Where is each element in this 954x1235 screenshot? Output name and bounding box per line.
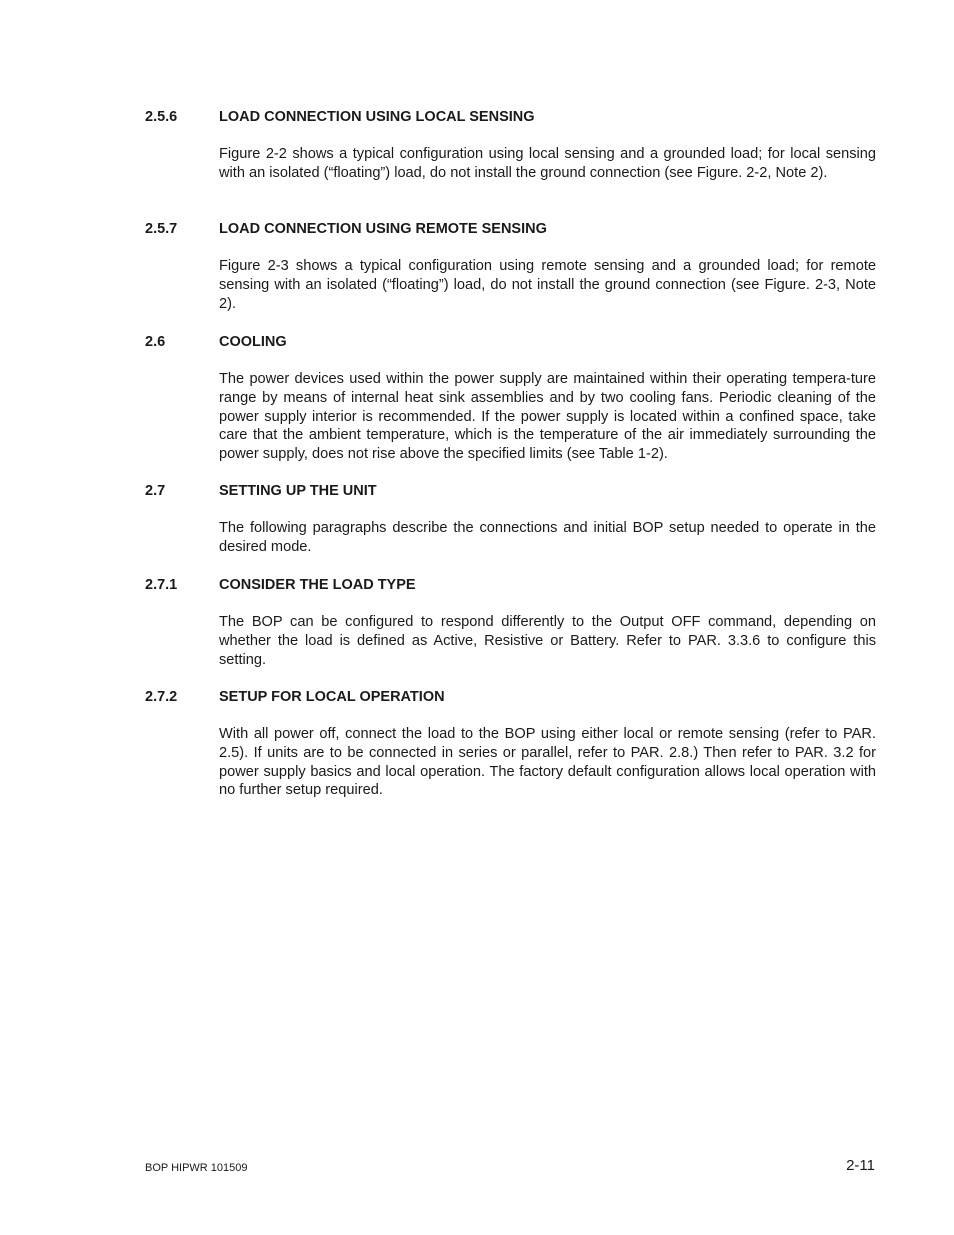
section-heading (145, 576, 876, 594)
section-body: With all power off, connect the load to the BOP using either local or remote sensing (refer to PAR. 2.5). If units are to be connected in series or parallel, refer to PAR. 2.8.) Then refer to PAR. 3.2 for power supply basics and local operation. The factory default configuration allows local operation with no further setup required. (219, 726, 876, 799)
section-body: The power devices used within the power supply are maintained within their operating tempera-ture range by means of internal heat sink assemblies and by two cooling fans. Periodic cleaning of the power supply interior is recommended. If the power supply is located within a confined space, take care that the ambient temperature, which is the temperature of the air immediately surrounding the power supply, does not rise above the specified limits (see Table 1-2). (219, 371, 876, 463)
section-title: LOAD CONNECTION USING LOCAL SENSING (219, 109, 535, 125)
section-title: COOLING (219, 334, 287, 350)
section-heading (145, 482, 876, 500)
section-heading (145, 333, 876, 351)
section-body: The following paragraphs describe the connections and initial BOP setup needed to operate in the desired mode. (219, 520, 876, 555)
section-heading (145, 688, 876, 706)
section-2-7-2 (145, 688, 876, 800)
section-number: 2.5.7 (145, 221, 178, 237)
section-2-5-6 (145, 108, 876, 183)
section-number: 2.5.6 (145, 109, 178, 125)
section-2-6 (145, 333, 876, 464)
section-body: Figure 2-3 shows a typical configuration using remote sensing and a grounded load; for remote sensing with an isolated (“floating”) load, do not install the ground connection (see Figure. 2-3, Note 2). (219, 258, 876, 312)
section-body: The BOP can be configured to respond differently to the Output OFF command, depending on whether the load is defined as Active, Resistive or Battery. Refer to PAR. 3.3.6 to configure this setting. (219, 614, 876, 668)
section-2-7-1 (145, 576, 876, 669)
section-2-7 (145, 482, 876, 557)
footer-doc-id: BOP HIPWR 101509 (145, 1162, 248, 1174)
section-number: 2.7.1 (145, 577, 178, 593)
section-number: 2.6 (145, 334, 166, 350)
section-heading (145, 108, 876, 126)
section-body: Figure 2-2 shows a typical configuration using local sensing and a grounded load; for local sensing with an isolated (“floating”) load, do not install the ground connection (see Figure. 2-2, Note 2). (219, 146, 876, 181)
section-title: SETUP FOR LOCAL OPERATION (219, 689, 445, 705)
footer-page-number: 2-11 (846, 1157, 875, 1174)
section-title: LOAD CONNECTION USING REMOTE SENSING (219, 221, 547, 237)
section-number: 2.7.2 (145, 689, 178, 705)
section-heading (145, 220, 876, 238)
section-title: SETTING UP THE UNIT (219, 483, 377, 499)
section-title: CONSIDER THE LOAD TYPE (219, 577, 416, 593)
section-2-5-7 (145, 220, 876, 313)
section-number: 2.7 (145, 483, 166, 499)
